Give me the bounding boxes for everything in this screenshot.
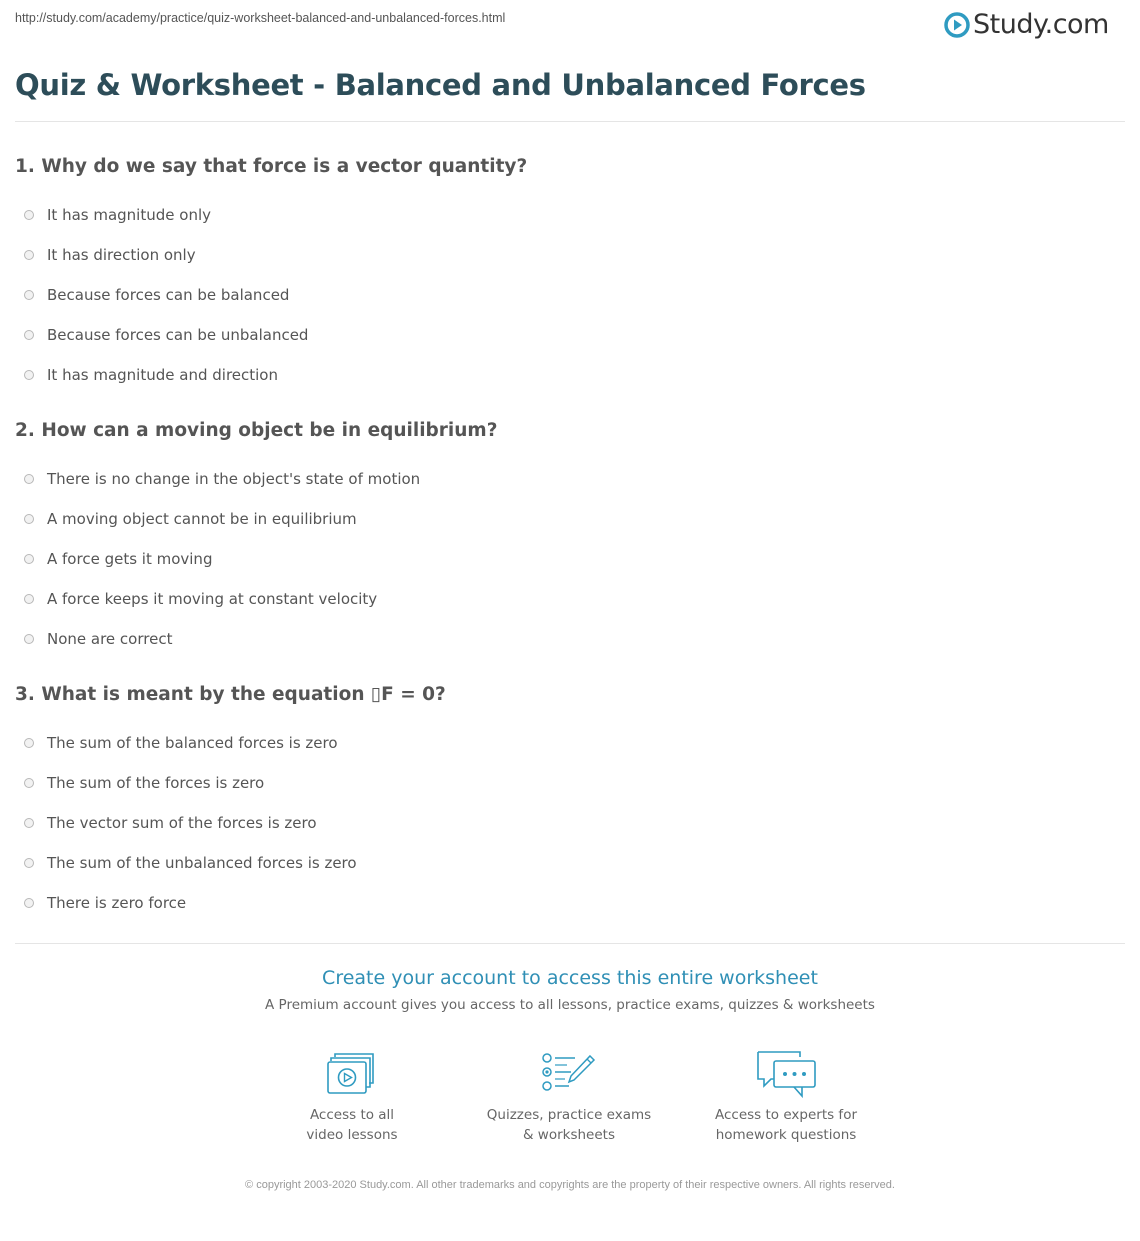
radio-button[interactable] [24,898,34,908]
option-label: The sum of the unbalanced forces is zero [47,854,357,872]
answer-option[interactable] [15,235,527,275]
answer-option[interactable] [15,539,497,579]
radio-button[interactable] [24,858,34,868]
option-label: None are correct [47,630,173,648]
option-label: It has direction only [47,246,196,264]
create-account-link[interactable]: Create your account to access this entire worksheet [322,967,818,989]
premium-description: A Premium account gives you access to all lessons, practice exams, quizzes & worksheets [265,997,875,1013]
option-label: A force keeps it moving at constant velocity [47,590,378,608]
radio-button[interactable] [24,330,34,340]
radio-button[interactable] [24,634,34,644]
answer-option[interactable] [15,883,446,923]
page-title: Quiz & Worksheet - Balanced and Unbalanced Forces [15,68,866,102]
answer-option[interactable] [15,723,446,763]
radio-button[interactable] [24,250,34,260]
option-label: The sum of the forces is zero [47,774,265,792]
radio-button[interactable] [24,290,34,300]
feature-line: Access to experts for [714,1107,857,1123]
option-label: A moving object cannot be in equilibrium [47,510,357,528]
option-label: It has magnitude only [47,206,211,224]
options-list [15,459,497,659]
option-label: Because forces can be balanced [47,286,290,304]
radio-button[interactable] [24,514,34,524]
radio-button[interactable] [24,210,34,220]
radio-button[interactable] [24,370,34,380]
answer-option[interactable] [15,499,497,539]
quiz-checklist-icon [541,1052,597,1096]
options-list [15,195,527,395]
title-divider [15,121,1125,122]
video-lessons-icon [326,1051,378,1097]
feature-video-lessons [242,1049,462,1145]
option-label: There is no change in the object's state of motion [47,470,421,488]
answer-option[interactable] [15,843,446,883]
question-3 [15,682,446,923]
feature-line: Quizzes, practice exams [486,1107,652,1123]
option-label: The sum of the balanced forces is zero [47,734,338,752]
page-url: http://study.com/academy/practice/quiz-worksheet-balanced-and-unbalanced-forces.html [15,11,506,25]
feature-experts [676,1049,896,1145]
radio-button[interactable] [24,738,34,748]
feature-quizzes [459,1049,679,1145]
options-list [15,723,446,923]
logo-text: Study.com [973,9,1109,40]
answer-option[interactable] [15,275,527,315]
question-text: 2. How can a moving object be in equilibrium? [15,420,498,441]
question-2 [15,418,497,659]
answer-option[interactable] [15,315,527,355]
option-label: Because forces can be unbalanced [47,326,309,344]
radio-button[interactable] [24,554,34,564]
question-1 [15,154,527,395]
play-circle-icon [944,12,970,38]
chat-bubbles-icon [754,1049,818,1099]
radio-button[interactable] [24,474,34,484]
copyright-footer: © copyright 2003-2020 Study.com. All other trademarks and copyrights are the property of their respective owners. All rights reserved. [245,1179,895,1191]
answer-option[interactable] [15,355,527,395]
option-label: The vector sum of the forces is zero [47,814,317,832]
feature-line: homework questions [715,1127,857,1143]
study-logo[interactable] [944,9,1109,41]
feature-line: video lessons [306,1127,398,1143]
radio-button[interactable] [24,594,34,604]
radio-button[interactable] [24,818,34,828]
answer-option[interactable] [15,195,527,235]
question-text: 1. Why do we say that force is a vector quantity? [15,156,528,177]
answer-option[interactable] [15,579,497,619]
option-label: A force gets it moving [47,550,213,568]
option-label: It has magnitude and direction [47,366,278,384]
feature-line: Access to all [309,1107,395,1123]
radio-button[interactable] [24,778,34,788]
answer-option[interactable] [15,803,446,843]
answer-option[interactable] [15,619,497,659]
option-label: There is zero force [47,894,187,912]
answer-option[interactable] [15,763,446,803]
question-text: 3. What is meant by the equation ▯F = 0? [15,684,446,705]
feature-line: & worksheets [522,1127,615,1143]
section-divider [15,943,1125,944]
answer-option[interactable] [15,459,497,499]
